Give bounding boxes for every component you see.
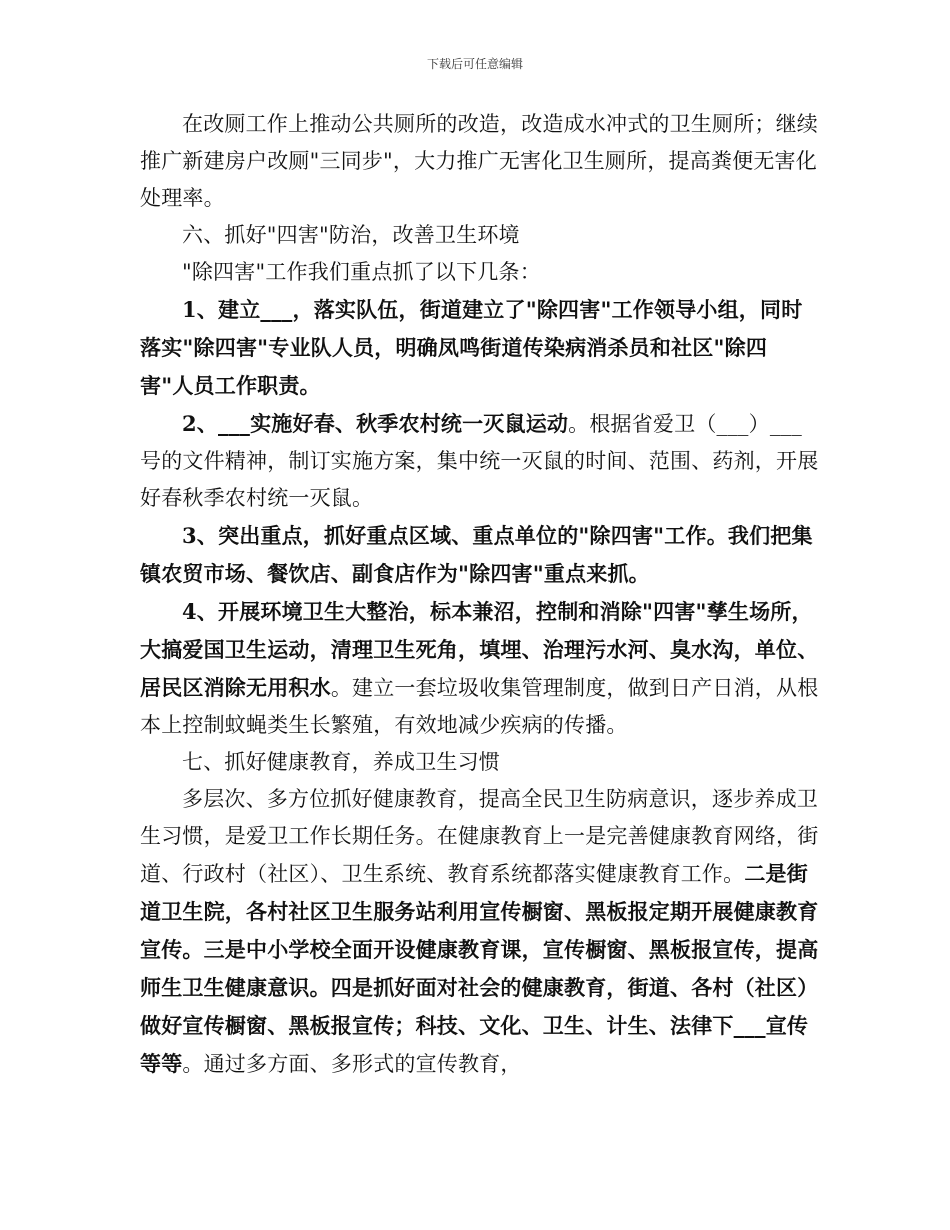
paragraph-item-2: [140, 405, 820, 517]
paragraph-item-1: [140, 291, 820, 405]
page-header: 下载后可任意编辑: [426, 57, 523, 71]
text-segment: 多层次、多方位抓好健康教育，提高全民卫生防病意识，逐步养成卫生习惯，是爱卫工作长期任务。在健康教育上一是完善健康教育网络，街道、行政村（社区）、卫生系统、教育系统都落实健康教育工作。: [140, 787, 819, 886]
text-segment-bold: 4、开展环境卫生大整治，标本兼沼，控制和消除"四害"孳生场所，大搞爱国卫生运动，清理卫生死角，填埋、治理污水河、臭水沟，单位、居民区消除无用积水: [140, 599, 819, 700]
section-heading-seven: [140, 744, 820, 781]
text-segment: 。通过多方面、多形式的宣传教育，: [182, 1052, 522, 1076]
paragraph-health-education: [140, 781, 820, 1083]
text-segment: 。建立一套垃圾收集管理制度，做到日产日消，从根本上控制蚊蝇类生长繁殖，有效地减少疾病的传播。: [140, 676, 819, 737]
text-segment: 。根据省爱卫（___）___号的文件精神，制订实施方案，集中统一灭鼠的时间、范围、药剂，开展好春秋季农村统一灭鼠。: [140, 412, 819, 510]
text-segment-bold: 二是街道卫生院，各村社区卫生服务站利用宣传橱窗、黑板报定期开展健康教育宣传。三是中小学校全面开设健康教育课，宣传橱窗、黑板报宣传，提高师生卫生健康意识。四是抓好面对社会的健康教育，街道、各村（社区）做好宣传橱窗、黑板报宣传；科技、文化、卫生、计生、法律下___宣传等等: [140, 861, 819, 1076]
text-segment: "除四害"工作我们重点抓了以下几条：: [182, 260, 541, 284]
section-heading-six: [140, 217, 820, 254]
text-segment-bold: 1、建立___，落实队伍，街道建立了"除四害"工作领导小组，同时落实"除四害"专业队人员，明确凤鸣街道传染病消杀员和社区"除四害"人员工作职责。: [140, 297, 803, 398]
paragraph-intro-four-pests: [140, 254, 820, 291]
paragraph-toilet-reform: [140, 106, 820, 217]
text-segment-bold: 3、突出重点，抓好重点区域、重点单位的"除四害"工作。我们把集镇农贸市场、餐饮店、副食店作为"除四害"重点来抓。: [140, 523, 813, 586]
text-segment: 七、抓好健康教育，养成卫生习惯: [182, 750, 500, 774]
paragraph-item-4: [140, 593, 820, 744]
document-body: [140, 106, 820, 1083]
text-segment: 六、抓好"四害"防治，改善卫生环境: [182, 223, 520, 247]
text-segment: 在改厕工作上推动公共厕所的改造，改造成水冲式的卫生厕所；继续推广新建房户改厕"三同步"，大力推广无害化卫生厕所，提高粪便无害化处理率。: [140, 112, 818, 210]
paragraph-item-3: [140, 517, 820, 593]
text-segment-bold: 2、___实施好春、秋季农村统一灭鼠运动: [182, 411, 569, 436]
